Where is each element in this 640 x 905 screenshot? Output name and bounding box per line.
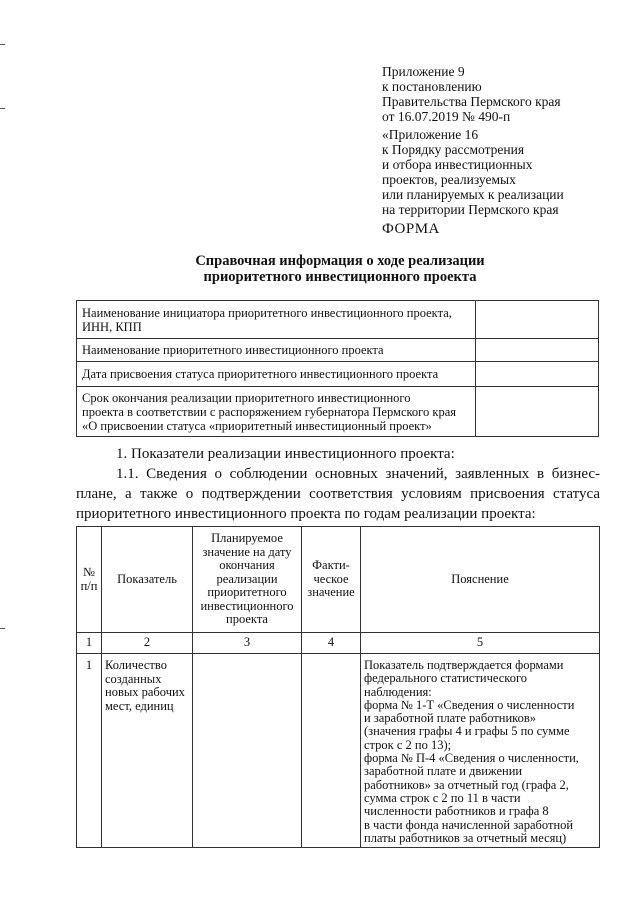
title-line: Справочная информация о ходе реализации — [195, 253, 485, 269]
info-row — [77, 387, 599, 437]
annex-line: к Порядку рассмотрения — [382, 142, 525, 157]
header-row — [77, 527, 600, 633]
col-header-planned — [193, 527, 302, 633]
table-row — [77, 654, 600, 848]
explanation-line: форма № П-4 «Сведения о численности, — [364, 751, 579, 766]
margin-tick — [0, 108, 5, 109]
header-line: инвестиционного — [200, 598, 294, 613]
explanation-line: в части фонда начисленной заработной — [364, 817, 574, 832]
header-line: реализации — [216, 571, 278, 586]
explanation-line: платы работников за отчетный месяц) — [364, 830, 567, 845]
indicator-cell — [102, 654, 193, 848]
header-line: проекта — [226, 612, 268, 627]
annex-line: Приложение 9 — [382, 64, 465, 79]
info-label-line: Наименование приоритетного инвестиционного проекта — [82, 343, 384, 357]
column-number: 1 — [77, 633, 102, 654]
document-title — [80, 253, 600, 285]
project-info-table — [76, 300, 599, 437]
annex-line: от 16.07.2019 № 490-п — [382, 109, 511, 124]
indicators-table — [76, 526, 600, 848]
actual-value-cell — [302, 654, 361, 848]
info-value-cell — [476, 387, 599, 437]
indicator-line: Количество — [105, 658, 167, 672]
info-row — [77, 362, 599, 387]
explanation-line: работников» за отчетный год (графа 2, — [364, 777, 569, 792]
header-line: окончания — [219, 558, 275, 573]
header-line: № — [83, 565, 95, 579]
header-line: приоритетного — [207, 585, 287, 600]
explanation-line: заработной плате и движении — [364, 764, 523, 779]
explanation-line: численности работников и графа 8 — [364, 804, 549, 819]
col-header-explanation — [361, 527, 600, 633]
explanation-line: и заработной плате работников» — [364, 711, 536, 726]
col-header-actual — [302, 527, 361, 633]
annex-16-header — [382, 127, 622, 217]
annex-line: Правительства Пермского края — [382, 94, 561, 109]
column-number: 3 — [193, 633, 302, 654]
info-label-line: «О присвоении статуса «приоритетный инвестиционный проект» — [82, 418, 432, 433]
info-label-line: Срок окончания реализации приоритетного инвестиционного — [82, 390, 411, 405]
header-line: Пояснение — [451, 571, 509, 586]
row-number: 1 — [77, 654, 102, 848]
explanation-line: (значения графы 4 и графы 5 по сумме — [364, 724, 570, 739]
explanation-line: федерального статистического — [364, 671, 528, 686]
info-label-line: проекта в соответствии с распоряжением губернатора Пермского края — [82, 404, 456, 419]
title-line: приоритетного инвестиционного проекта — [203, 269, 477, 285]
explanation-line: наблюдения: — [364, 684, 432, 699]
info-label — [77, 301, 476, 339]
annex-line: на территории Пермского края — [382, 202, 559, 217]
info-value-cell — [476, 339, 599, 362]
annex-line: к постановлению — [382, 79, 482, 94]
indicator-line: новых рабочих — [105, 685, 185, 699]
info-row — [77, 339, 599, 362]
column-number: 2 — [102, 633, 193, 654]
annex-line: или планируемых к реализации — [382, 187, 564, 202]
info-label-line: Наименование инициатора приоритетного инвестиционного проекта, — [82, 305, 452, 320]
header-line: значение на дату — [202, 544, 292, 559]
header-line: Планируемое — [211, 531, 283, 546]
explanation-line: строк с 2 по 13); — [364, 737, 452, 752]
indicator-line: мест, единиц — [105, 698, 174, 713]
info-row — [77, 301, 599, 339]
header-line: Факти- — [312, 558, 350, 573]
annex-9-header — [382, 64, 622, 124]
margin-tick — [0, 44, 5, 45]
section-1-1-paragraph: 1.1. Сведения о соблюдении основных значений, заявленных в бизнес-плане, а также о подтверждении соответствия условиям присвоения статуса приоритетного инвестиционного проекта по годам реализации проекта: — [76, 466, 600, 522]
column-number: 4 — [302, 633, 361, 654]
column-number-row — [77, 633, 600, 654]
annex-line: и отбора инвестиционных — [382, 157, 533, 172]
explanation-line: форма № 1-Т «Сведения о численности — [364, 697, 575, 712]
planned-value-cell — [193, 654, 302, 848]
indicator-line: созданных — [105, 671, 162, 686]
margin-tick — [0, 628, 5, 629]
col-header-number — [77, 527, 102, 633]
section-1-heading: 1. Показатели реализации инвестиционного проекта: — [116, 446, 455, 462]
form-label: ФОРМА — [382, 221, 440, 237]
header-line: ческое — [313, 571, 349, 586]
header-line: Показатель — [117, 571, 177, 586]
info-value-cell — [476, 301, 599, 339]
column-number: 5 — [361, 633, 600, 654]
info-value-cell — [476, 362, 599, 387]
info-label — [77, 362, 476, 387]
explanation-line: Показатель подтверждается формами — [364, 658, 564, 672]
info-label — [77, 387, 476, 437]
explanation-cell — [361, 654, 600, 848]
explanation-line: сумма строк с 2 по 11 в части — [364, 790, 521, 805]
header-line: значение — [307, 585, 355, 600]
header-line: п/п — [80, 578, 98, 593]
info-label-line: Дата присвоения статуса приоритетного инвестиционного проекта — [82, 367, 439, 381]
annex-line: «Приложение 16 — [382, 127, 479, 142]
annex-line: проектов, реализуемых — [382, 172, 516, 187]
info-label — [77, 339, 476, 362]
info-label-line: ИНН, КПП — [82, 319, 142, 334]
col-header-indicator — [102, 527, 193, 633]
